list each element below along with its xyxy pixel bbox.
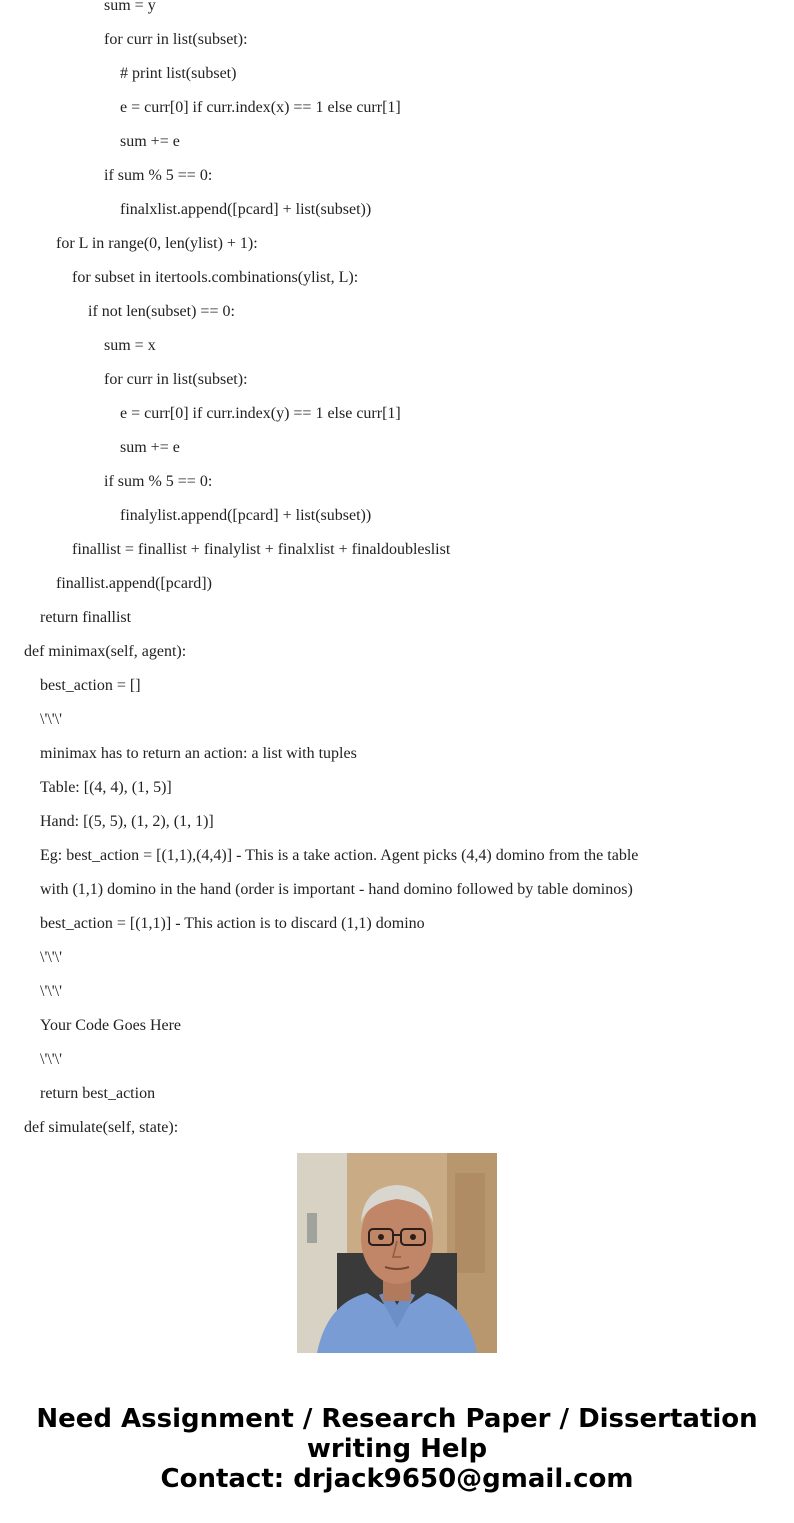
- author-avatar: [297, 1153, 497, 1353]
- code-line: if sum % 5 == 0:: [104, 473, 213, 490]
- code-line: e = curr[0] if curr.index(y) == 1 else curr[1]: [120, 405, 401, 422]
- code-line: \'\'\': [40, 711, 62, 728]
- code-line: \'\'\': [40, 983, 62, 1000]
- code-line: if sum % 5 == 0:: [104, 167, 213, 184]
- code-line: if not len(subset) == 0:: [88, 303, 235, 320]
- code-line: Table: [(4, 4), (1, 5)]: [40, 779, 172, 796]
- code-line: sum += e: [120, 133, 180, 150]
- code-line: \'\'\': [40, 1051, 62, 1068]
- person-photo-icon: [297, 1153, 497, 1353]
- code-line: Eg: best_action = [(1,1),(4,4)] - This is a take action. Agent picks (4,4) domino from the table: [40, 847, 639, 864]
- code-line: Your Code Goes Here: [40, 1017, 182, 1034]
- footer-subheadline: writing Help: [306, 1434, 488, 1464]
- code-line: finalylist.append([pcard] + list(subset)): [120, 507, 372, 524]
- footer-headline: Need Assignment / Research Paper / Dissertation: [36, 1404, 758, 1434]
- code-line: def simulate(self, state):: [24, 1119, 179, 1136]
- code-line: sum += e: [120, 439, 180, 456]
- code-line: for curr in list(subset):: [104, 371, 248, 388]
- code-line: for curr in list(subset):: [104, 31, 248, 48]
- code-line: with (1,1) domino in the hand (order is important - hand domino followed by table dominos): [40, 881, 633, 898]
- contact-footer: [0, 1404, 794, 1494]
- code-line: finallist = finallist + finalylist + finalxlist + finaldoubleslist: [72, 541, 451, 558]
- code-line: best_action = [(1,1)] - This action is to discard (1,1) domino: [40, 915, 425, 932]
- code-line: # print list(subset): [120, 65, 237, 82]
- code-line: minimax has to return an action: a list with tuples: [40, 745, 357, 762]
- code-line: finallist.append([pcard]): [56, 575, 212, 592]
- code-line: def minimax(self, agent):: [24, 643, 187, 660]
- code-line: sum = x: [104, 337, 156, 354]
- code-line: for subset in itertools.combinations(ylist, L):: [72, 269, 359, 286]
- code-line: \'\'\': [40, 949, 62, 966]
- footer-contact-email: Contact: drjack9650@gmail.com: [160, 1464, 634, 1494]
- code-line: Hand: [(5, 5), (1, 2), (1, 1)]: [40, 813, 214, 830]
- code-line: e = curr[0] if curr.index(x) == 1 else curr[1]: [120, 99, 401, 116]
- code-line: sum = y: [104, 0, 156, 14]
- code-line: finalxlist.append([pcard] + list(subset)): [120, 201, 372, 218]
- code-line: best_action = []: [40, 677, 141, 694]
- code-line: return best_action: [40, 1085, 156, 1102]
- code-line: return finallist: [40, 609, 132, 626]
- code-line: for L in range(0, len(ylist) + 1):: [56, 235, 258, 252]
